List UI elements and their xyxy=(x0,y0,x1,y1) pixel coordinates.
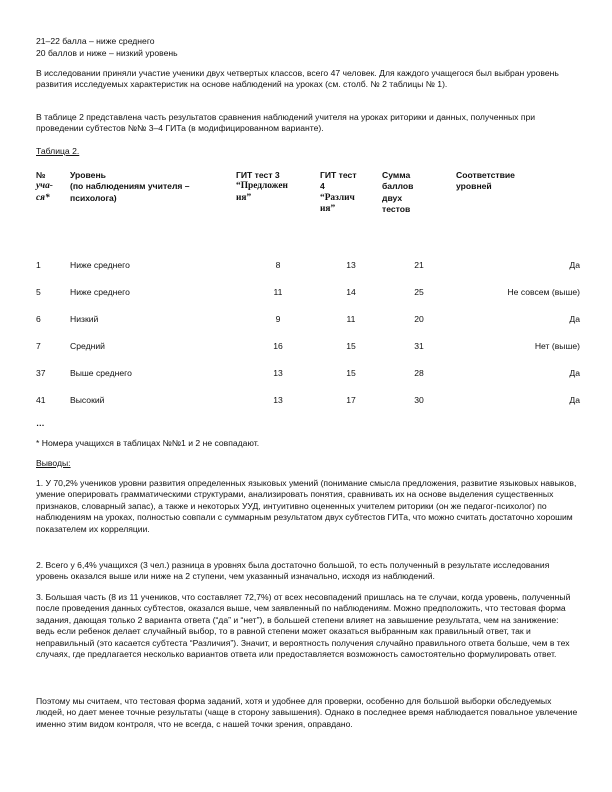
paragraph-1: В исследовании приняли участие ученики двух четвертых классов, всего 47 человек. Для каждого учащегося был выбран уровень развития исследуемых характеристик на основе наблюдений на уроках (см. столб. № 2 таблицы № 1). xyxy=(36,68,559,90)
cell-test4: 17 xyxy=(346,394,356,405)
cell-test4: 14 xyxy=(346,286,356,297)
table-row xyxy=(36,279,580,306)
table-ellipsis: … xyxy=(36,418,45,428)
cell-sum: 30 xyxy=(414,394,424,405)
cell-test3: 11 xyxy=(273,286,283,297)
header-number: № уча- ся* xyxy=(36,170,53,203)
cell-match: Да xyxy=(569,394,580,405)
cell-match: Не совсем (выше) xyxy=(507,286,580,297)
cell-sum: 28 xyxy=(414,367,424,378)
conclusion-3: 3. Большая часть (8 из 11 учеников, что составляет 72,7%) от всех несовпадений пришлась на те случаи, когда уровень, полученный после проведения данных субтестов, оказался выше, чем заявленный по наблюдениям. Можно предположить, что тестовая форма задания, дающая только 2 варианта ответа (“да” и “нет”), в большей степени влияет на завышение результата, чем на занижение: ведь если ребенок делает случайный выбор, то в равной степени может оказаться выбранным как правильный ответ, так и неправильный (это касается субтеста “Различия”). Значит, и вероятность получения случайно правильного ответа больше, чем в тех случаях, где предлагается несколько вариантов ответа или предоставляется возможность самостоятельно формулировать ответ. xyxy=(36,592,571,660)
cell-test3: 9 xyxy=(275,313,281,324)
cell-level: Средний xyxy=(70,340,105,351)
table-row xyxy=(36,252,580,279)
footnote: * Номера учащихся в таблицах №№1 и 2 не совпадают. xyxy=(36,438,260,448)
paragraph-2: В таблице 2 представлена часть результатов сравнения наблюдений учителя на уроках риторики и данных, полученных при проведении субтестов №№ 3–4 ГИТа (в модифицированном варианте). xyxy=(36,112,536,134)
intro-line-2: 20 баллов и ниже – низкий уровень xyxy=(36,48,178,58)
conclusion-1: 1. У 70,2% учеников уровни развития определенных языковых умений (понимание смысла предложения, развитие языковых навыков, умение оперировать грамматическими структурами, анализировать понятия, сравнивать их на основе выделения существенных признаков, словарный запас), а также и некоторых УУД, интуитивно оцененных учителем риторики (он же педагог-психолог) по наблюдениям на уроках, полностью совпали с суммарным результатом двух субтестов ГИТа, что можно считать достаточно хорошим показателем их корреляции. xyxy=(36,478,577,534)
cell-id: 41 xyxy=(36,394,46,405)
cell-level: Ниже среднего xyxy=(70,259,130,270)
intro-line-1: 21–22 балла – ниже среднего xyxy=(36,36,155,46)
table-row xyxy=(36,333,580,360)
cell-id: 6 xyxy=(36,313,41,324)
results-table xyxy=(36,170,580,414)
cell-test4: 11 xyxy=(346,313,356,324)
table-row xyxy=(36,387,580,414)
cell-test4: 15 xyxy=(346,340,356,351)
cell-level: Ниже среднего xyxy=(70,286,130,297)
cell-match: Да xyxy=(569,367,580,378)
cell-test3: 8 xyxy=(275,259,281,270)
cell-level: Выше среднего xyxy=(70,367,132,378)
table-caption: Таблица 2. xyxy=(36,146,80,156)
table-header-row xyxy=(36,170,580,252)
cell-match: Да xyxy=(569,313,580,324)
table-row xyxy=(36,306,580,333)
conclusion-2: 2. Всего у 6,4% учащихся (3 чел.) разница в уровнях была достаточно большой, то есть полученный в результате исследования уровень оказался выше или ниже на 2 ступени, чем указанный изначально, исходя из наблюдений. xyxy=(36,560,550,582)
cell-match: Нет (выше) xyxy=(534,340,580,351)
header-match: Соответствие уровней xyxy=(456,170,515,192)
cell-test3: 13 xyxy=(273,367,283,378)
table-row xyxy=(36,360,580,387)
cell-sum: 31 xyxy=(414,340,424,351)
cell-sum: 21 xyxy=(414,259,424,270)
cell-id: 5 xyxy=(36,286,41,297)
header-git-test-3: ГИТ тест 3 “Предложен ия” xyxy=(236,170,288,203)
header-git-test-4: ГИТ тест 4 “Различ ия” xyxy=(320,170,357,215)
cell-test4: 15 xyxy=(346,367,356,378)
cell-sum: 25 xyxy=(414,286,424,297)
final-paragraph: Поэтому мы считаем, что тестовая форма заданий, хотя и удобнее для проверки, особенно для большой выборки обследуемых людей, но дает менее точные результаты (чаще в сторону завышения). Однако в последнее время наблюдается повальное увлечение именно этим видом контроля, что не всегда, с нашей точки зрения, оправдано. xyxy=(36,696,578,729)
cell-id: 1 xyxy=(36,259,41,270)
cell-test3: 16 xyxy=(273,340,283,351)
cell-test4: 13 xyxy=(346,259,356,270)
cell-id: 37 xyxy=(36,367,46,378)
cell-test3: 13 xyxy=(273,394,283,405)
header-sum: Сумма баллов двух тестов xyxy=(382,170,414,215)
cell-id: 7 xyxy=(36,340,41,351)
header-level: Уровень (по наблюдениям учителя – психолога) xyxy=(70,170,190,203)
cell-match: Да xyxy=(569,259,580,270)
cell-level: Высокий xyxy=(70,394,105,405)
conclusions-heading: Выводы: xyxy=(36,458,71,468)
cell-sum: 20 xyxy=(414,313,424,324)
cell-level: Низкий xyxy=(70,313,99,324)
